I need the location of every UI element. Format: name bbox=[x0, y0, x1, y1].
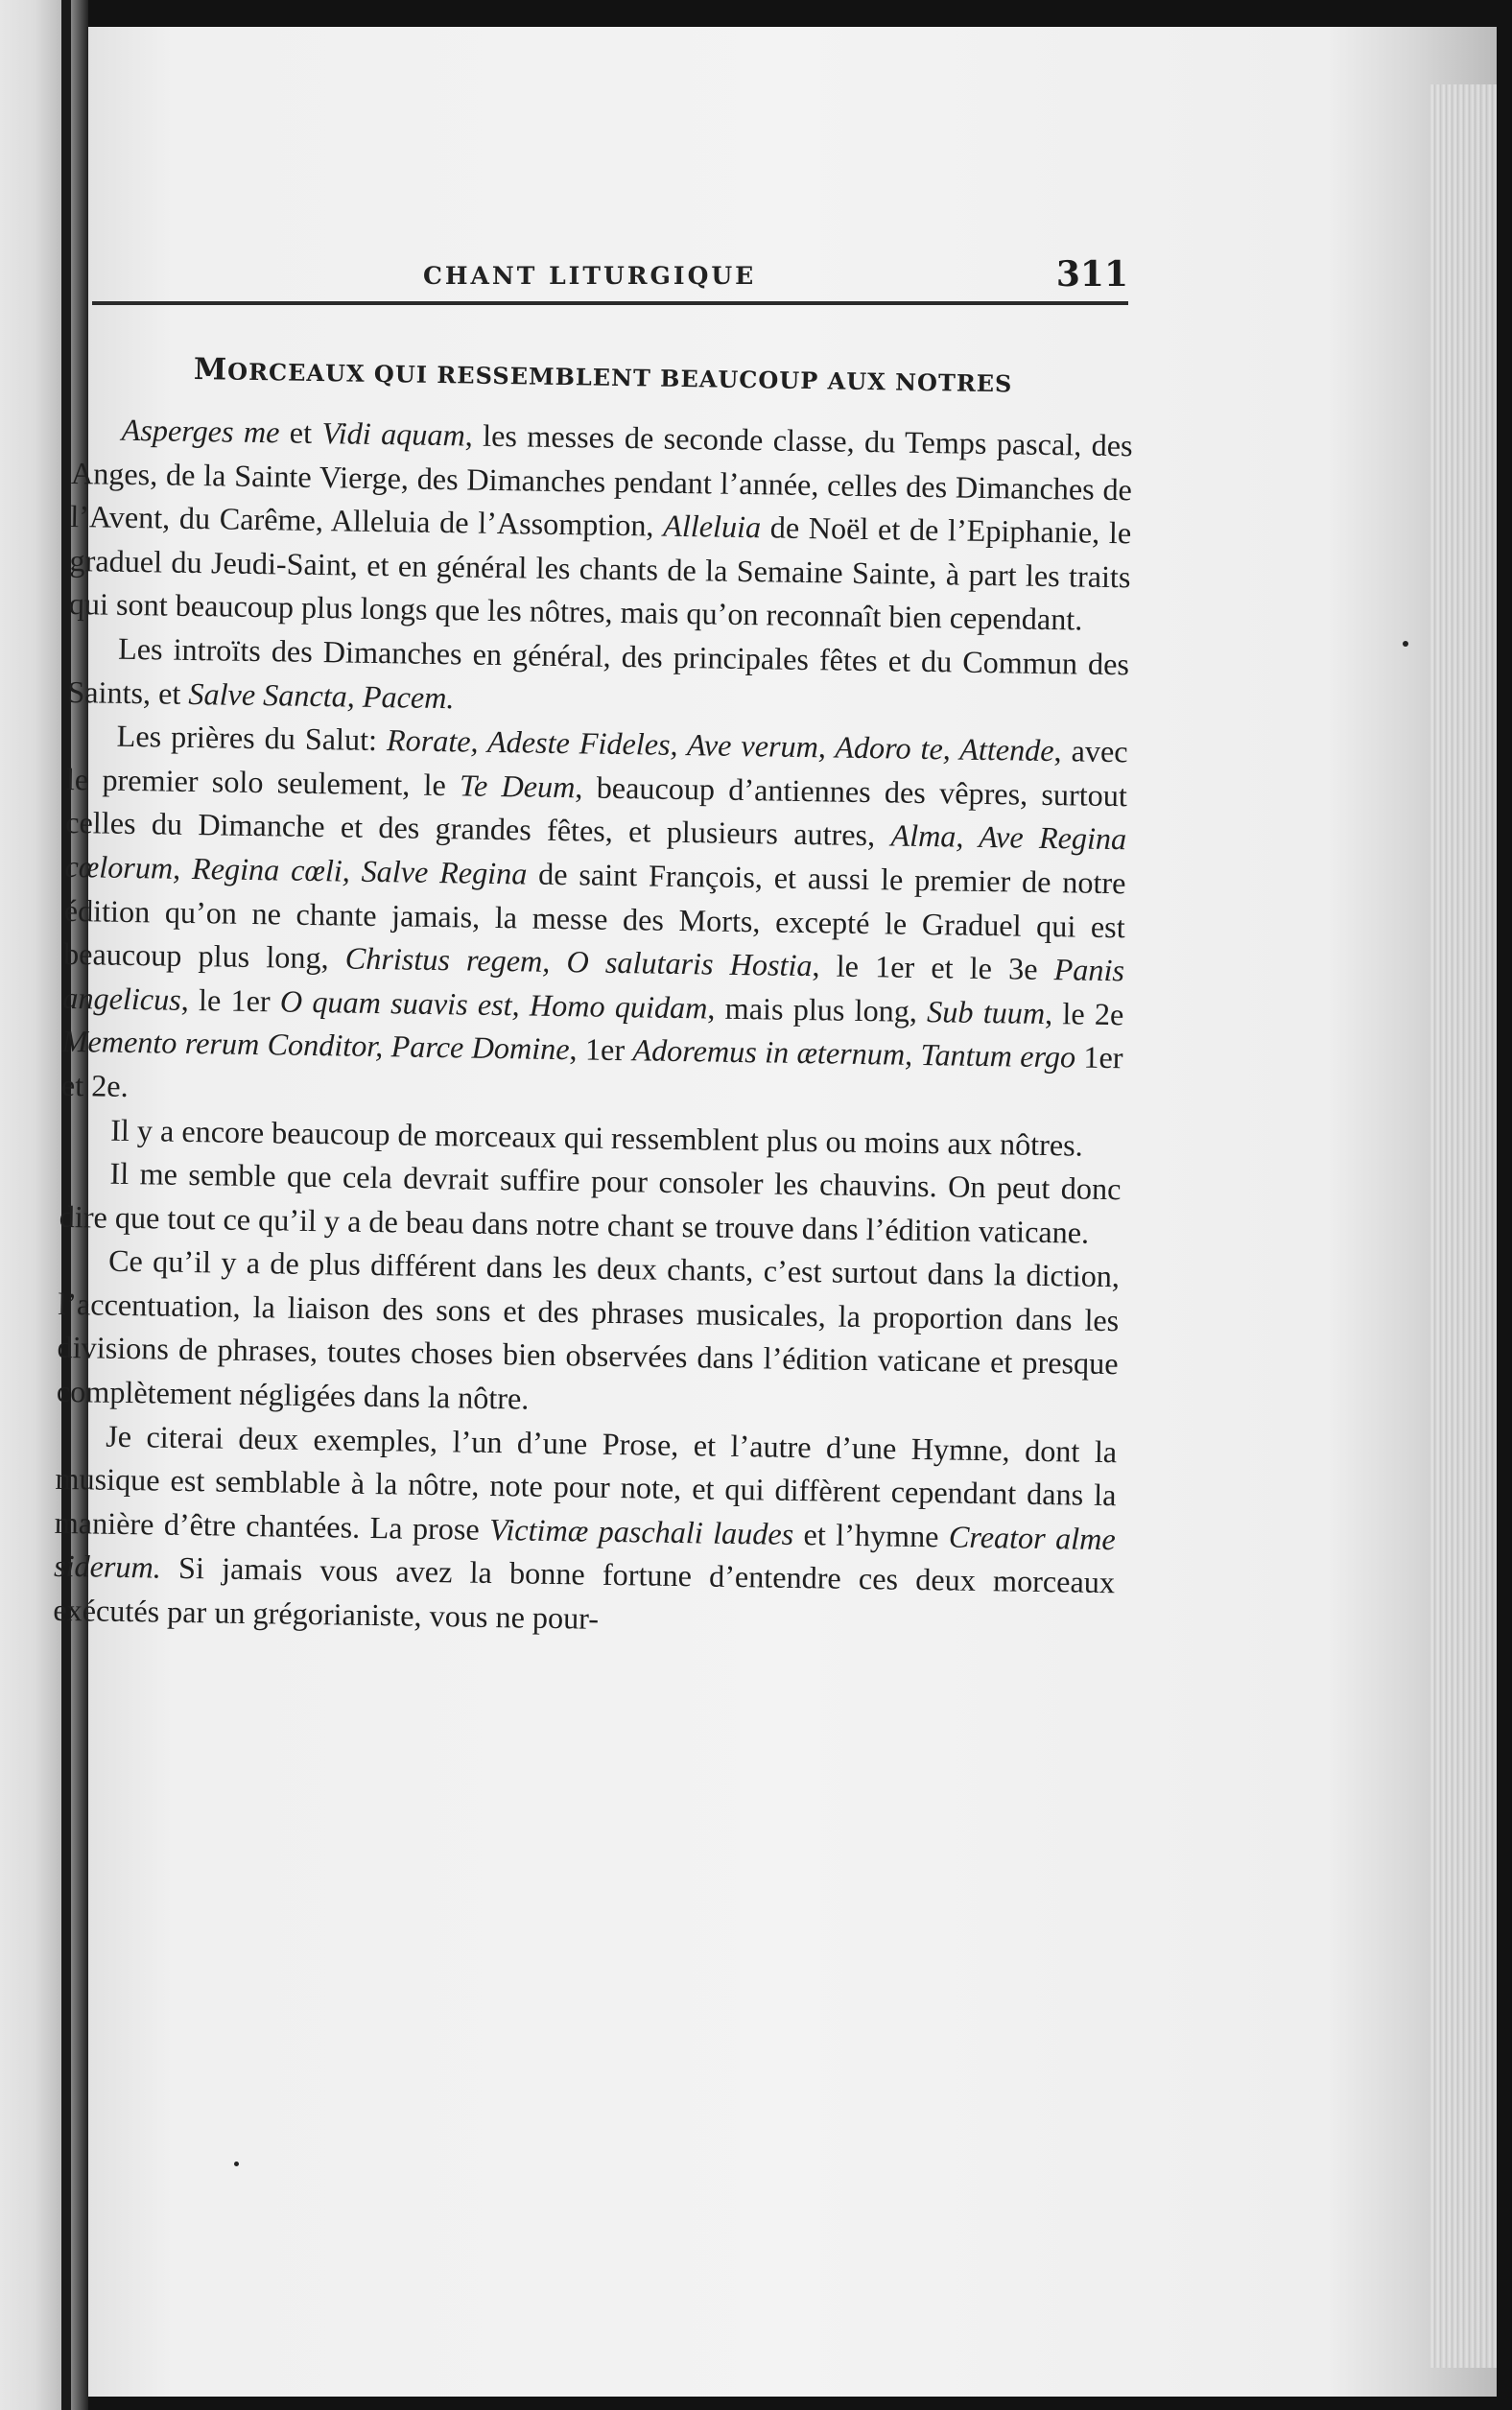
text-run: de saint François, et aussi le premier de notre édition qu’on ne chante jamais, la messe des Morts, excepté le Graduel qui est beaucoup plus long, bbox=[62, 856, 1126, 976]
italic-title: Alma, Ave Regina cœlorum, Regina cœli, Salve Regina bbox=[64, 817, 1127, 891]
text-run: , avec le premier solo seulement, le bbox=[65, 733, 1128, 803]
text-run: , mais plus long, bbox=[707, 990, 928, 1028]
text-run: , beaucoup d’antiennes des vêpres, surtout celles du Dimanche et des grandes fêtes, et plusieurs autres, bbox=[64, 769, 1128, 853]
page-number: 311 bbox=[1055, 254, 1128, 295]
text-run: , 1er bbox=[569, 1031, 633, 1068]
text-run: Les introïts des Dimanches en général, des principales fêtes et du Commun des Saints, et bbox=[67, 630, 1130, 711]
paragraph bbox=[61, 714, 1128, 1124]
italic-title: Te Deum bbox=[459, 768, 576, 805]
italic-title: Creator alme siderum. bbox=[53, 1519, 1116, 1586]
text-run: Je citerai deux exemples, l’un d’une Prose, et l’autre d’une Hymne, dont la musique est semblable à la nôtre, note pour note, et qui diffèrent cependant dans la manière d’être chantées. La prose bbox=[54, 1418, 1118, 1547]
italic-title: Sub tuum bbox=[926, 993, 1046, 1030]
italic-title: Rorate, Adeste Fideles, Ave verum, Adoro te, Attende bbox=[386, 722, 1054, 768]
text-run: , les messes de seconde classe, du Temps pascal, des Anges, de la Sainte Vierge, des Dimanches pendant l’année, celles des Dimanches de l’Avent, du Carême, Alleluia de l’Assomption, bbox=[70, 417, 1133, 543]
running-head bbox=[92, 235, 1128, 302]
text-run: Si jamais vous avez la bonne fortune d’entendre ces deux morceaux exécutés par un grégorianiste, vous ne pour- bbox=[53, 1550, 1116, 1636]
paragraph bbox=[53, 1414, 1117, 1649]
italic-title: Asperges me bbox=[121, 412, 280, 450]
text-run: et l’hymne bbox=[792, 1516, 950, 1554]
italic-title: Panis angelicus bbox=[62, 952, 1125, 1017]
italic-title: Adoremus in æternum, Tantum ergo bbox=[632, 1032, 1076, 1075]
paragraph bbox=[67, 626, 1129, 731]
text-run: et bbox=[279, 414, 322, 451]
text-run: , le 1er et le 3e bbox=[812, 948, 1054, 987]
paragraph bbox=[57, 1239, 1121, 1430]
italic-title: Victimæ paschali laudes bbox=[488, 1511, 794, 1551]
running-title: CHANT LITURGIQUE bbox=[423, 262, 757, 290]
paragraph bbox=[59, 1151, 1121, 1256]
body-text bbox=[53, 351, 1134, 1649]
text-run: Les prières du Salut: bbox=[116, 718, 388, 758]
italic-title: Salve Sancta, Pacem. bbox=[188, 675, 455, 715]
header-rule bbox=[92, 301, 1128, 305]
text-run: , le 1er bbox=[180, 981, 281, 1019]
italic-title: Vidi aquam bbox=[321, 415, 466, 453]
paragraph bbox=[68, 408, 1132, 643]
section-heading: MORCEAUX QUI RESSEMBLENT BEAUCOUP AUX NOTRES bbox=[193, 351, 1013, 398]
page-stack-edge bbox=[1429, 84, 1497, 2368]
italic-title: Christus regem, O salutaris Hostia bbox=[344, 940, 813, 983]
text-run: de Noël et de l’Epiphanie, le graduel du Jeudi-Saint, et en général les chants de la Semaine Sainte, à part les traits qui sont beaucoup plus longs que les nôtres, mais qu’on reconnaît bien cependant. bbox=[68, 509, 1132, 637]
text-run: 1er et 2e. bbox=[60, 1039, 1123, 1103]
italic-title: O quam suavis est, Homo quidam bbox=[279, 983, 708, 1026]
paragraph-list bbox=[53, 408, 1133, 1649]
text-run: , le 2e bbox=[1044, 995, 1124, 1032]
italic-title: Alleluia bbox=[662, 508, 762, 545]
italic-title: Memento rerum Conditor, Parce Domine bbox=[61, 1024, 570, 1067]
text-run: Il me semble que cela devrait suffire pour consoler les chauvins. On peut donc dire que tout ce qu’il y a de beau dans notre chant se trouve dans l’édition vaticane. bbox=[59, 1155, 1122, 1250]
text-run: Il y a encore beaucoup de morceaux qui ressemblent plus ou moins aux nôtres. bbox=[109, 1112, 1084, 1163]
text-run: Ce qu’il y a de plus différent dans les deux chants, c’est surtout dans la diction, l’accentuation, la liaison des sons et des phrases musicales, la proportion dans les divisions de phrases, toutes choses bien observées dans l’édition vaticane et presque complètement négligées dans la nôtre. bbox=[56, 1242, 1121, 1416]
